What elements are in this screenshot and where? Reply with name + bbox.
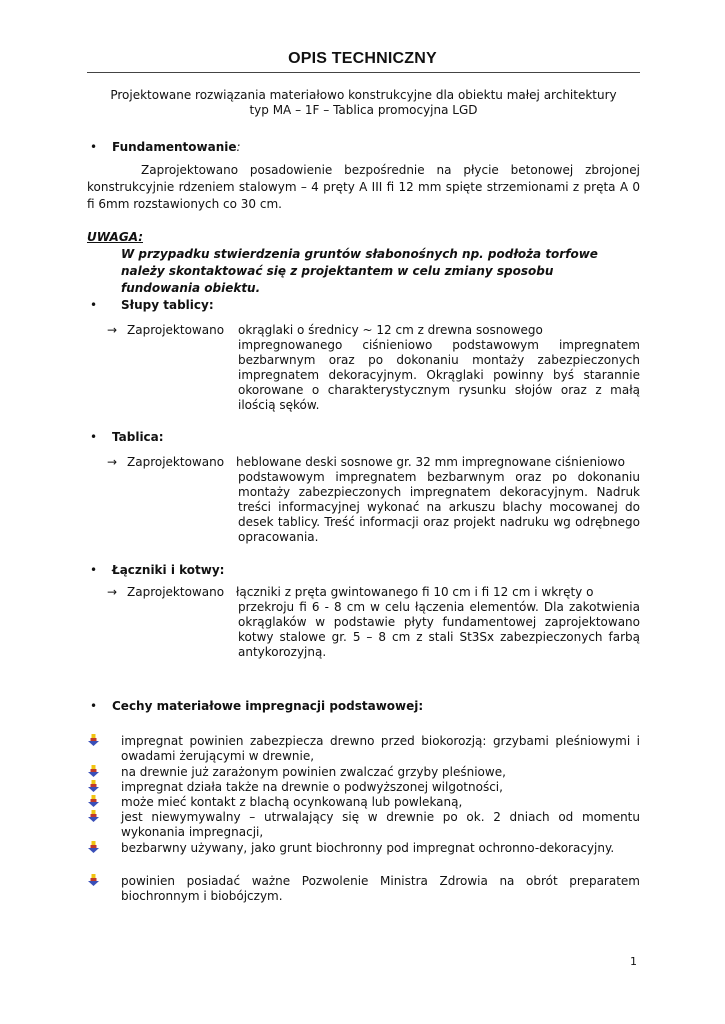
page-title: OPIS TECHNICZNY xyxy=(288,50,437,67)
tablica-first-line: heblowane deski sosnowe gr. 32 mm impregnowane ciśnieniowo xyxy=(236,455,625,469)
heading-laczniki: Łączniki i kotwy: xyxy=(112,563,225,577)
heading-fundamentowanie-colon: : xyxy=(236,140,241,154)
page-number: 1 xyxy=(630,955,637,968)
heading-fundamentowanie-text: Fundamentowanie xyxy=(112,140,237,154)
heading-fundamentowanie xyxy=(112,140,241,155)
laczniki-lead: Zaprojektowano xyxy=(127,585,225,599)
heading-slupy: Słupy tablicy: xyxy=(121,298,214,312)
arrow-down-bullet-icon xyxy=(88,810,99,822)
bullet-slupy: • xyxy=(90,298,98,312)
subtitle-line-2: typ MA – 1F – Tablica promocyjna LGD xyxy=(249,103,478,117)
list-item-3: impregnat działa także na drewnie o podwyższonej wilgotności, xyxy=(121,780,503,794)
arrow-down-bullet-icon xyxy=(88,795,99,807)
list-item-1: impregnat powinien zabezpiecza drewno przed biokorozją: grzybami pleśniowymi i owadami żerującymi w drewnie, xyxy=(121,734,640,763)
subtitle-line-1: Projektowane rozwiązania materiałowo konstrukcyjne dla obiektu małej architektury xyxy=(110,88,617,102)
list-item-5: jest niewymywalny – utrwalający się w drewnie po ok. 2 dniach od momentu wykonania impregnacji, xyxy=(121,810,640,839)
paragraph-fundamentowanie: Zaprojektowano posadowienie bezpośrednie na płycie betonowej zbrojonej konstrukcyjnie rdzeniem stalowym – 4 pręty A III fi 12 mm spięte strzemionami z pręta A 0 fi 6mm rozstawionych co 30 cm. xyxy=(87,163,640,211)
slupy-lead: Zaprojektowano xyxy=(127,323,225,337)
uwaga-label: UWAGA: xyxy=(87,230,143,244)
list-item-4: może mieć kontakt z blachą ocynkowaną lub powlekaną, xyxy=(121,795,463,809)
tablica-text: podstawowym impregnatem bezbarwnym oraz po dokonaniu montaży zabezpieczonych impregnatem dekoracyjnym. Nadruk treści informacyjnej wykonać na arkuszu blachy mocowanej do desek tablicy. Treść informacji oraz projekt nadruku wg odrębnego opracowania. xyxy=(238,470,640,544)
bullet-tablica: • xyxy=(90,430,98,444)
subtitle xyxy=(87,88,640,118)
arrow-laczniki: → xyxy=(107,585,118,599)
title-underline xyxy=(87,72,640,73)
arrow-tablica: → xyxy=(107,455,118,469)
arrow-down-bullet-icon xyxy=(88,780,99,792)
list-item-7: powinien posiadać ważne Pozwolenie Ministra Zdrowia na obrót preparatem biochronnym i biobójczym. xyxy=(121,874,640,903)
laczniki-text: przekroju fi 6 - 8 cm w celu łączenia elementów. Dla zakotwienia okrąglaków w podstawie płyty fundamentowej zaprojektowano kotwy stalowe gr. 5 – 8 cm z stali St3Sx zabezpieczonych farbą antykorozyjną. xyxy=(238,600,640,659)
heading-cechy: Cechy materiałowe impregnacji podstawowej: xyxy=(112,699,424,713)
bullet-laczniki: • xyxy=(90,563,98,577)
bullet-fundamentowanie: • xyxy=(90,140,98,154)
arrow-down-bullet-icon xyxy=(88,874,99,886)
list-item-6: bezbarwny używany, jako grunt biochronny pod impregnat ochronno-dekoracyjny. xyxy=(121,841,615,855)
arrow-down-bullet-icon xyxy=(88,765,99,777)
uwaga-text: W przypadku stwierdzenia gruntów słabonośnych np. podłoża torfowe należy skontaktować się z projektantem w celu zmiany sposobu fundowania obiektu. xyxy=(121,247,598,295)
slupy-text: impregnowanego ciśnieniowo podstawowym impregnatem bezbarwnym oraz po dokonaniu montaży zabezpieczonych impregnatem dekoracyjnym. Okrąglaki powinny byś starannie okorowane o charakterystycznym rysunku słojów oraz z małą ilością sęków. xyxy=(238,338,640,412)
arrow-slupy: → xyxy=(107,323,118,337)
heading-tablica: Tablica: xyxy=(112,430,164,444)
slupy-first-line: okrąglaki o średnicy ~ 12 cm z drewna sosnowego xyxy=(238,323,543,337)
list-item-2: na drewnie już zarażonym powinien zwalczać grzyby pleśniowe, xyxy=(121,765,506,779)
laczniki-first-line: łączniki z pręta gwintowanego fi 10 cm i fi 12 cm i wkręty o xyxy=(236,585,594,599)
arrow-down-bullet-icon xyxy=(88,734,99,746)
arrow-down-bullet-icon xyxy=(88,841,99,853)
bullet-cechy: • xyxy=(90,699,98,713)
tablica-lead: Zaprojektowano xyxy=(127,455,225,469)
